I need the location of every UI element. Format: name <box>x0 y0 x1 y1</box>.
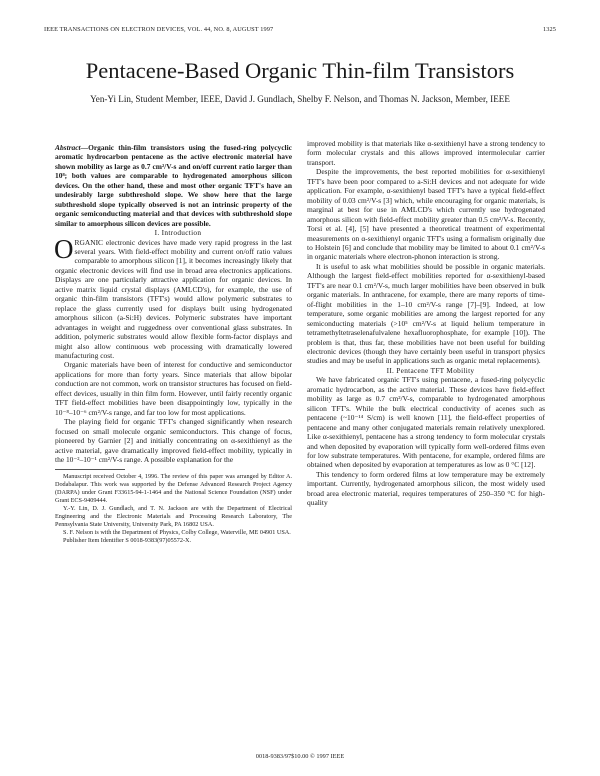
section-heading-pentacene: II. Pentacene TFT Mobility <box>386 365 475 375</box>
footnote-divider <box>55 469 125 470</box>
running-header <box>44 26 556 36</box>
page-number: 1325 <box>543 26 556 33</box>
intro-paragraph-1-text: RGANIC electronic devices have made very rapid progress in the last several years. With field-effect mobility and current on/off ratio values comparable to amorphous silicon [1], it becomes increasingly likely that organic electronic devices will find use in broad area electronics applications. Displays are one particularly attractive application for organic devices. In active matrix liquid crystal displays (AMLCD's), for example, the use of organic thin-film transistors (TFT's) would allow polymeric substrates to replace the glass currently used for displays built using hydrogenated amorphous silicon (a-Si:H) devices. Polymeric substrates have important advantages in weight and ruggedness over conventional glass substrates. In addition, polymeric substrates would allow flexible form-factor displays and might also allow continuous web processing with dramatically lowered manufacturing cost. <box>55 237 292 360</box>
journal-name: IEEE TRANSACTIONS ON ELECTRON DEVICES, VOL. 44, NO. 8, AUGUST 1997 <box>44 26 274 33</box>
footnote-manuscript: Manuscript received October 4, 1996. The review of this paper was arranged by Editor A. Dodabalapur. This work was supported by the Defense Advanced Research Project Agency (DARPA) under Grant F33615-94-1-1464 and the National Science Foundation (NSF) under Grant ECS-9409444. <box>55 473 292 505</box>
right-column <box>307 139 545 508</box>
intro-paragraph-3: The playing field for organic TFT's changed significantly when research focused on small molecule organic semiconductors. This change of focus, pioneered by Garnier [2] and initially concentrating on α-sexithienyl as the active material, gave dramatically improved field-effect mobility, typically in the 10⁻²–10⁻¹ cm²/V-s range. A possible explanation for the <box>55 417 292 464</box>
pentacene-paragraph-1: We have fabricated organic TFT's using pentacene, a fused-ring polycyclic aromatic hydrocarbon, as the active material. These devices have field-effect mobility as large as 0.7 cm²/V-s, comparable to hydrogenated amorphous silicon TFT's. While the bulk electrical conductivity of acenes such as pentacene (~10⁻¹⁴ S/cm) is well known [11], the field-effect properties of pentacene and many other conjugated materials remain relatively unexplored. Like α-sexithienyl, pentacene has a strong tendency to form molecular crystals and when deposited by evaporation will typically form well-ordered films even for low substrate temperatures. With pentacene, for example, ordered films are obtained when deposited by evaporation at temperatures as low as 0 °C [12]. <box>307 375 545 470</box>
copyright-footer: 0018-9383/97$10.00 © 1997 IEEE <box>255 753 345 760</box>
footnote-affiliation-psu: Y.-Y. Lin, D. J. Gundlach, and T. N. Jackson are with the Department of Electrical Engineering and the Electronic Materials and Processing Research Laboratory, The Pennsylvania State University, University Park, PA 16802 USA. <box>55 505 292 528</box>
abstract-text: Organic thin-film transistors using the fused-ring polycyclic aromatic hydrocarbon pentacene as the active electronic material have shown mobility as large as 0.7 cm²/V-s and on/off current ratio larger than 10⁸; both values are comparable to hydrogenated amorphous silicon devices. On the other hand, these and most other organic TFT's have an undesirably large subthreshold slope. We show here that the large subthreshold slope typically observed is not an intrinsic property of the organic semiconducting material and that devices with subthreshold slope similar to amorphous silicon devices are possible. <box>55 143 292 228</box>
left-column <box>55 143 292 545</box>
intro-paragraph-2: Organic materials have been of interest for conductive and semiconductor applications for more than forty years. Since materials that allow bipolar conduction are not common, work on transistor structures has focused on field-effect devices, usually in thin film form. However, until fairly recently organic TFT field-effect mobilities have been disappointingly low, typically in the 10⁻⁸–10⁻⁶ cm²/V-s range, and far too low for most applications. <box>55 360 292 417</box>
pentacene-paragraph-2: This tendency to form ordered films at low temperature may be extremely important. Currently, hydrogenated amorphous silicon, the most widely used broad area electronic material, requires temperatures of 250–350 °C for high-quality <box>307 469 545 508</box>
footnotes <box>55 473 292 544</box>
section-heading-introduction: I. Introduction <box>154 228 202 238</box>
intro-paragraph-4: improved mobility is that materials like α-sexithienyl have a strong tendency to form molecular crystals and this allows improved intermolecular carrier transport. <box>307 139 545 167</box>
footnote-affiliation-colby: S. F. Nelson is with the Department of Physics, Colby College, Waterville, ME 04901 USA. <box>63 528 291 536</box>
intro-paragraph-6: It is useful to ask what mobilities should be possible in organic materials. Although the largest field-effect mobilities reported for α-sexithienyl-based TFT's are near 0.1 cm²/V-s, much larger mobilities have been observed in bulk organic materials. In anthracene, for example, there are many reports of time-of-flight mobilities in the 1–10 cm²/V-s range [7]–[9]. Indeed, at low temperature, some organic mobilities are among the largest reported for any semiconducting materials (>10⁵ cm²/V-s at liquid helium temperature in tetramethyltetraselenafulvalene hexafluorophosphate, for example [10]). The problem is that, thus far, these mobilities have not been useful for building electronic devices (though they have certainly been useful in transport physics studies and may be useful in applications such as organic metal replacements). <box>307 261 545 366</box>
footnote-publisher-id: Publisher Item Identifier S 0018-9383(97)05572-X. <box>63 536 192 544</box>
author-list: Yen-Yi Lin, Student Member, IEEE, David J. Gundlach, Shelby F. Nelson, and Thomas N. Jackson, Member, IEEE <box>90 94 510 104</box>
drop-cap: O <box>54 233 74 264</box>
abstract <box>55 143 292 228</box>
intro-paragraph-5: Despite the improvements, the best reported mobilities for α-sexithienyl TFT's have been poor compared to a-Si:H devices and not adequate for wide application. For example, α-sexithienyl based TFT's have a typical field-effect mobility of 0.03 cm²/V-s [3] which, while encouraging for organic materials, is marginal at best for use in AMLCD's which currently use hydrogenated amorphous silicon with field-effect mobility greater than 0.5 cm²/V-s. Recently, Torsi et al. [4], [5] have presented a theoretical treatment of experimental measurements on α-sexithienyl organic TFT's using a formalism originally due to Holstein [6] and conclude that mobility may be limited to about 0.1 cm²/V-s in organic materials where electron-phonon interaction is strong. <box>307 167 545 262</box>
abstract-label: Abstract— <box>55 143 89 152</box>
paper-title: Pentacene-Based Organic Thin-film Transistors <box>85 58 515 83</box>
